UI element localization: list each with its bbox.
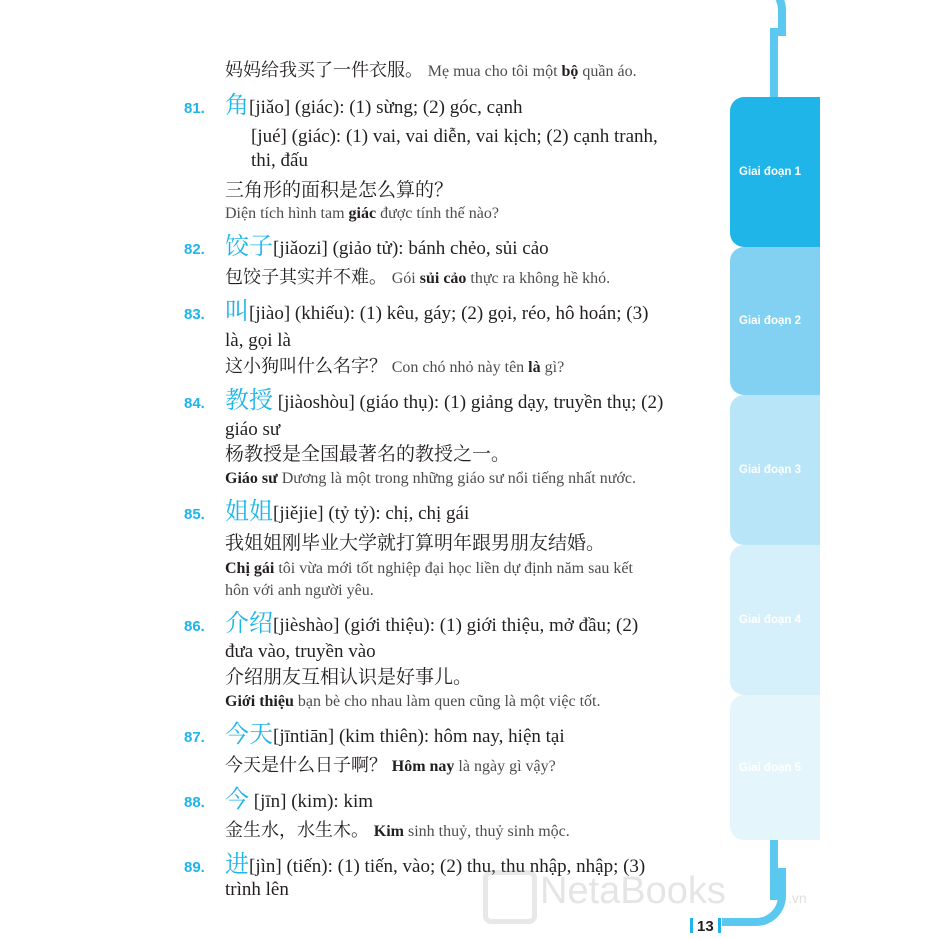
- entry-headword-line: [225, 785, 374, 813]
- entry-hanzi: 叫: [225, 297, 249, 325]
- entry-example-zh: 今天是什么日子啊？: [225, 755, 387, 776]
- intro-chinese: 妈妈给我买了一件衣服。: [225, 60, 423, 81]
- entry-headword-line: [225, 386, 703, 414]
- tab-stage-5[interactable]: Giai đoạn 5: [730, 695, 820, 840]
- entry-definition: [jiàoshòu] (giáo thụ): (1) giảng dạy, truyền thụ; (2): [277, 392, 664, 413]
- example-vn-bold: giác: [348, 205, 377, 222]
- decorative-bracket-bottom: [722, 868, 786, 926]
- example-vn-bold: Giáo sư: [225, 470, 278, 487]
- page-number-bar-left: [690, 918, 693, 933]
- decorative-bracket-line: [770, 28, 778, 100]
- entry-definition-continued: giáo sư: [225, 419, 281, 440]
- intro-vn: Mẹ mua cho tôi một: [427, 63, 562, 80]
- example-vn-post: bạn bè cho nhau làm quen cũng là một việc tốt.: [293, 693, 601, 710]
- entry-definition-continued: đưa vào, truyền vào: [225, 641, 376, 662]
- tab-stage-1[interactable]: Giai đoạn 1: [730, 97, 820, 247]
- entry-headword-line: [225, 232, 549, 260]
- example-vn-bold: Kim: [373, 823, 404, 840]
- entry-number: 84.: [184, 395, 205, 412]
- entry-headword-line: [225, 497, 470, 525]
- entry-example-zh: 这小狗叫什么名字？: [225, 356, 387, 377]
- entry-definition: [jiào] (khiếu): (1) kêu, gáy; (2) gọi, réo, hô hoán; (3): [249, 303, 649, 324]
- entry-hanzi: 角: [225, 91, 249, 119]
- example-vn-bold: Hôm nay: [391, 758, 455, 775]
- entry-example-zh: 包饺子其实并不难。: [225, 267, 387, 288]
- example-vn-bold: Chị gái: [225, 560, 275, 577]
- example-vn-post: tôi vừa mới tốt nghiệp đại học liền dự định năm sau kết: [274, 560, 633, 577]
- entry-hanzi: 今天: [225, 720, 273, 748]
- entry-example: [225, 267, 610, 290]
- page-number: 13: [697, 918, 714, 935]
- example-vn-pre: Con chó nhỏ này tên: [391, 359, 529, 376]
- entry-example-zh: 三角形的面积是怎么算的？: [225, 179, 454, 201]
- entry-example-vn-line2: hôn với anh người yêu.: [225, 582, 374, 599]
- entry-number: 82.: [184, 241, 205, 258]
- example-vn-post: được tính thế nào?: [376, 205, 499, 222]
- entry-definition: [jiǎo] (giác): (1) sừng; (2) góc, cạnh: [249, 97, 523, 118]
- entry-number: 87.: [184, 729, 205, 746]
- tab-stage-2[interactable]: Giai đoạn 2: [730, 247, 820, 395]
- entry-number: 88.: [184, 794, 205, 811]
- example-vn-bold: sủi cảo: [419, 270, 467, 287]
- entry-definition: [jiǎozi] (giảo tử): bánh chẻo, sủi cảo: [273, 238, 549, 259]
- entry-headword-line: [225, 297, 703, 325]
- entry-example: [225, 356, 564, 379]
- example-vn-post: thực ra không hề khó.: [466, 270, 611, 287]
- entry-example: [225, 820, 570, 843]
- watermark-suffix: .vn: [788, 890, 807, 906]
- entry-example-vn: [225, 691, 600, 713]
- entry-example: [225, 755, 556, 778]
- entry-number: 83.: [184, 306, 205, 323]
- entry-example-zh: 金生水，水生木。: [225, 820, 369, 841]
- tab-stage-4[interactable]: Giai đoạn 4: [730, 545, 820, 695]
- entry-example-vn: [225, 203, 499, 225]
- entry-definition-2: [jué] (giác): (1) vai, vai diễn, vai kịch; (2) cạnh tranh,: [251, 126, 658, 147]
- entry-example-vn: [225, 468, 636, 490]
- entry-hanzi: 介绍: [225, 609, 273, 637]
- page-number-container: [686, 918, 725, 935]
- example-vn-post: gì?: [540, 359, 565, 376]
- example-vn-post: Dương là một trong những giáo sư nổi tiếng nhất nước.: [277, 470, 636, 487]
- intro-sentence: [225, 60, 637, 83]
- entry-headword-line: [225, 609, 703, 637]
- entry-example-zh: 我姐姐刚毕业大学就打算明年跟男朋友结婚。: [225, 532, 606, 554]
- entry-hanzi: 进: [225, 850, 249, 878]
- entry-definition-continued: là, gọi là: [225, 330, 291, 351]
- entry-number: 81.: [184, 100, 205, 117]
- watermark: NetaBooks: [540, 870, 726, 912]
- example-vn-post: sinh thuỷ, thuỷ sinh mộc.: [403, 823, 570, 840]
- entry-headword-line: [225, 91, 523, 119]
- entry-definition-continued: trình lên: [225, 879, 289, 900]
- intro-vn-bold: bộ: [561, 63, 579, 80]
- entry-definition: [jīntiān] (kim thiên): hôm nay, hiện tại: [273, 726, 565, 747]
- example-vn-pre: Diện tích hình tam: [225, 205, 349, 222]
- entry-definition: [jièshào] (giới thiệu): (1) giới thiệu, mở đầu; (2): [273, 615, 639, 636]
- entry-definition-2b: thi, đấu: [251, 150, 308, 171]
- example-vn-pre: Gói: [391, 270, 420, 287]
- entry-definition: [jīn] (kim): kim: [249, 791, 374, 812]
- entry-number: 85.: [184, 506, 205, 523]
- entry-hanzi: 姐姐: [225, 497, 273, 525]
- example-vn-post: là ngày gì vậy?: [454, 758, 556, 775]
- example-vn-bold: là: [528, 359, 541, 376]
- entry-hanzi: 饺子: [225, 232, 273, 260]
- entry-hanzi: 教授: [225, 386, 273, 414]
- entry-definition: [jìn] (tiến): (1) tiến, vào; (2) thu, thu nhập, nhập; (3): [249, 856, 646, 877]
- entry-example-vn: [225, 558, 633, 580]
- intro-vn-end: quần áo.: [578, 63, 637, 80]
- entry-example-zh: 介绍朋友互相认识是好事儿。: [225, 666, 473, 688]
- page-number-bar-right: [718, 918, 721, 933]
- entry-number: 89.: [184, 859, 205, 876]
- entry-definition: [jiějie] (tỷ tỷ): chị, chị gái: [273, 503, 470, 524]
- entry-example-zh: 杨教授是全国最著名的教授之一。: [225, 443, 511, 465]
- entry-hanzi: 今: [225, 785, 249, 813]
- example-vn-bold: Giới thiệu: [225, 693, 294, 710]
- entry-number: 86.: [184, 618, 205, 635]
- entry-headword-line: [225, 720, 565, 748]
- tab-stage-3[interactable]: Giai đoạn 3: [730, 395, 820, 545]
- watermark-logo-icon: [483, 870, 537, 924]
